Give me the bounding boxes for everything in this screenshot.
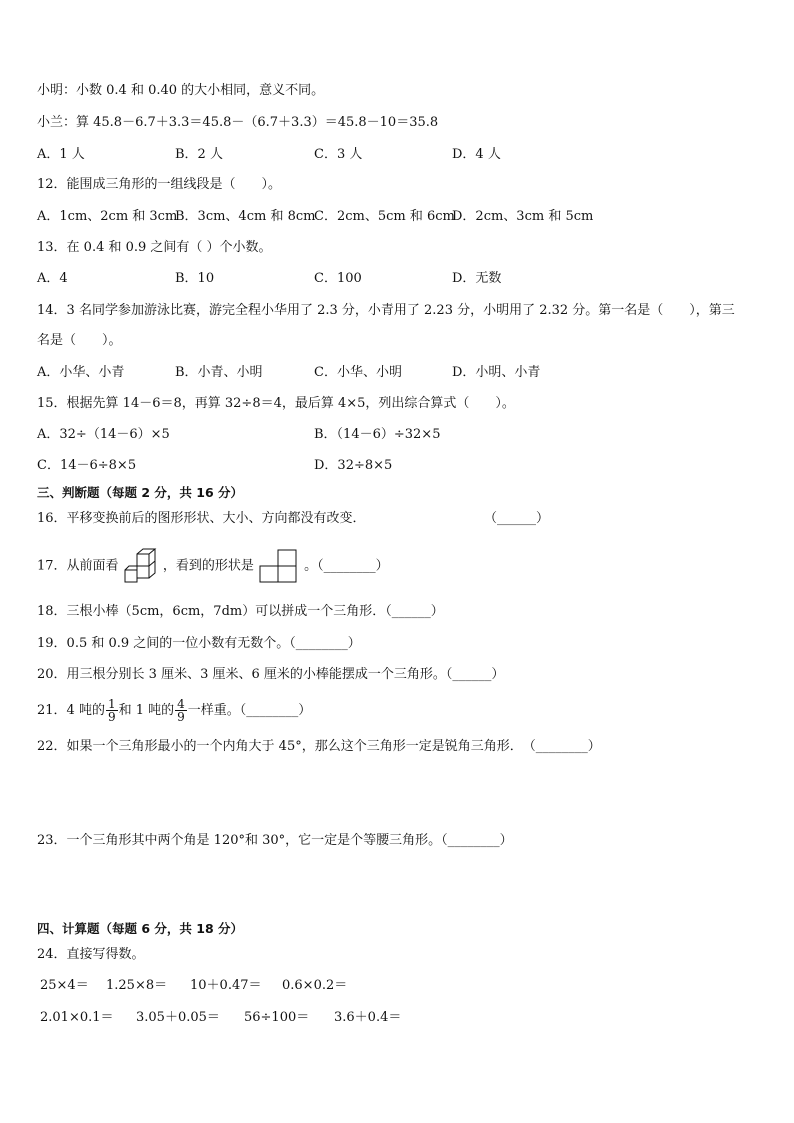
statement-xiaoming: 小明：小数 0.4 和 0.40 的大小相同，意义不同。 bbox=[37, 83, 325, 98]
q13-option-c: C．100 bbox=[314, 271, 362, 286]
calc-item: 3.6＋0.4＝ bbox=[334, 1010, 402, 1025]
q14-option-c: C．小华、小明 bbox=[314, 365, 402, 380]
q24-stem: 24．直接写得数。 bbox=[37, 947, 145, 962]
q15-option-b: B．（14－6）÷32×5 bbox=[314, 427, 441, 442]
q17-text-2: ，看到的形状是 bbox=[162, 558, 254, 574]
calc-row-1 bbox=[40, 977, 384, 995]
section-4-heading: 四、计算题（每题 6 分，共 18 分） bbox=[37, 921, 244, 936]
q13-option-a: A．4 bbox=[37, 271, 68, 286]
q11-option-c: C．3 人 bbox=[314, 147, 363, 162]
fraction-2-denominator: 9 bbox=[177, 710, 185, 724]
q21-text-2: 和 1 吨的 bbox=[118, 703, 175, 718]
q21-line bbox=[37, 693, 311, 729]
statement-xiaolan: 小兰：算 45.8－6.7＋3.3＝45.8－（6.7＋3.3）＝45.8－10＝35.8 bbox=[37, 115, 439, 130]
fraction-2-numerator: 4 bbox=[177, 697, 185, 711]
q17-text-3: 。（________） bbox=[304, 558, 389, 574]
q13-stem: 13．在 0.4 和 0.9 之间有（ ）个小数。 bbox=[37, 240, 272, 255]
cubes-figure-icon bbox=[123, 548, 159, 584]
q19-text: 19．0.5 和 0.9 之间的一位小数有无数个。（________） bbox=[37, 636, 361, 651]
fraction-1-numerator: 1 bbox=[107, 697, 116, 711]
q12-option-b: B．3cm、4cm 和 8cm bbox=[175, 209, 316, 224]
q11-option-a: A．1 人 bbox=[37, 147, 85, 162]
q17-text-1: 17．从前面看 bbox=[37, 558, 119, 574]
q15-option-c: C．14－6÷8×5 bbox=[37, 458, 137, 473]
q14-stem-line1: 14．3 名同学参加游泳比赛，游完全程小华用了 2.3 分，小青用了 2.23 分，小明用了 2.32 分。第一名是（ ），第三 bbox=[37, 303, 735, 318]
q20-text: 20．用三根分别长 3 厘米、3 厘米、6 厘米的小棒能摆成一个三角形。（______） bbox=[37, 667, 505, 682]
q12-stem: 12．能围成三角形的一组线段是（ ）。 bbox=[37, 177, 282, 192]
q14-option-a: A．小华、小青 bbox=[37, 365, 125, 380]
calc-item: 10＋0.47＝ bbox=[190, 978, 262, 993]
q22-text: 22．如果一个三角形最小的一个内角大于 45°，那么这个三角形一定是锐角三角形． （________） bbox=[37, 739, 601, 754]
q13-option-d: D．无数 bbox=[452, 271, 502, 286]
q17-line bbox=[37, 548, 389, 585]
q12-option-d: D．2cm、3cm 和 5cm bbox=[452, 209, 594, 224]
q15-stem: 15．根据先算 14－6＝8，再算 32÷8＝4，最后算 4×5，列出综合算式（ ）。 bbox=[37, 396, 515, 411]
q12-option-c: C．2cm、5cm 和 6cm bbox=[314, 209, 455, 224]
q12-option-a: A．1cm、2cm 和 3cm bbox=[37, 209, 178, 224]
q11-option-d: D．4 人 bbox=[452, 147, 501, 162]
q11-option-b: B．2 人 bbox=[175, 147, 223, 162]
calc-item: 3.05＋0.05＝ bbox=[136, 1010, 220, 1025]
calc-item: 25×4＝ bbox=[40, 978, 89, 993]
q21-text-3: 一样重。（________） bbox=[187, 703, 312, 718]
calc-item: 1.25×8＝ bbox=[106, 978, 168, 993]
q15-option-a: A．32÷（14－6）×5 bbox=[37, 427, 170, 442]
q16-text: 16．平移变换前后的图形形状、大小、方向都没有改变． bbox=[37, 511, 366, 526]
calc-row-2 bbox=[40, 1009, 436, 1027]
q23-text: 23．一个三角形其中两个角是 120°和 30°，它一定是个等腰三角形。（________） bbox=[37, 833, 513, 848]
calc-item: 56÷100＝ bbox=[244, 1010, 310, 1025]
q16-answer-blank[interactable]: （______） bbox=[484, 511, 550, 526]
fraction-1-9 bbox=[106, 698, 118, 723]
section-3-heading: 三、判断题（每题 2 分，共 16 分） bbox=[37, 485, 244, 500]
q14-stem-line2: 名是（ ）。 bbox=[37, 333, 122, 348]
fraction-1-denominator: 9 bbox=[107, 710, 116, 724]
q14-option-d: D．小明、小青 bbox=[452, 365, 541, 380]
front-view-shape-icon bbox=[258, 548, 300, 584]
q21-text-1: 21．4 吨的 bbox=[37, 703, 105, 718]
calc-item: 2.01×0.1＝ bbox=[40, 1010, 114, 1025]
q13-option-b: B．10 bbox=[175, 271, 215, 286]
q18-text: 18．三根小棒（5cm，6cm，7dm）可以拼成一个三角形．（______） bbox=[37, 604, 444, 619]
q15-option-d: D．32÷8×5 bbox=[314, 458, 393, 473]
q14-option-b: B．小青、小明 bbox=[175, 365, 263, 380]
fraction-4-9 bbox=[175, 698, 187, 723]
calc-item: 0.6×0.2＝ bbox=[282, 978, 348, 993]
